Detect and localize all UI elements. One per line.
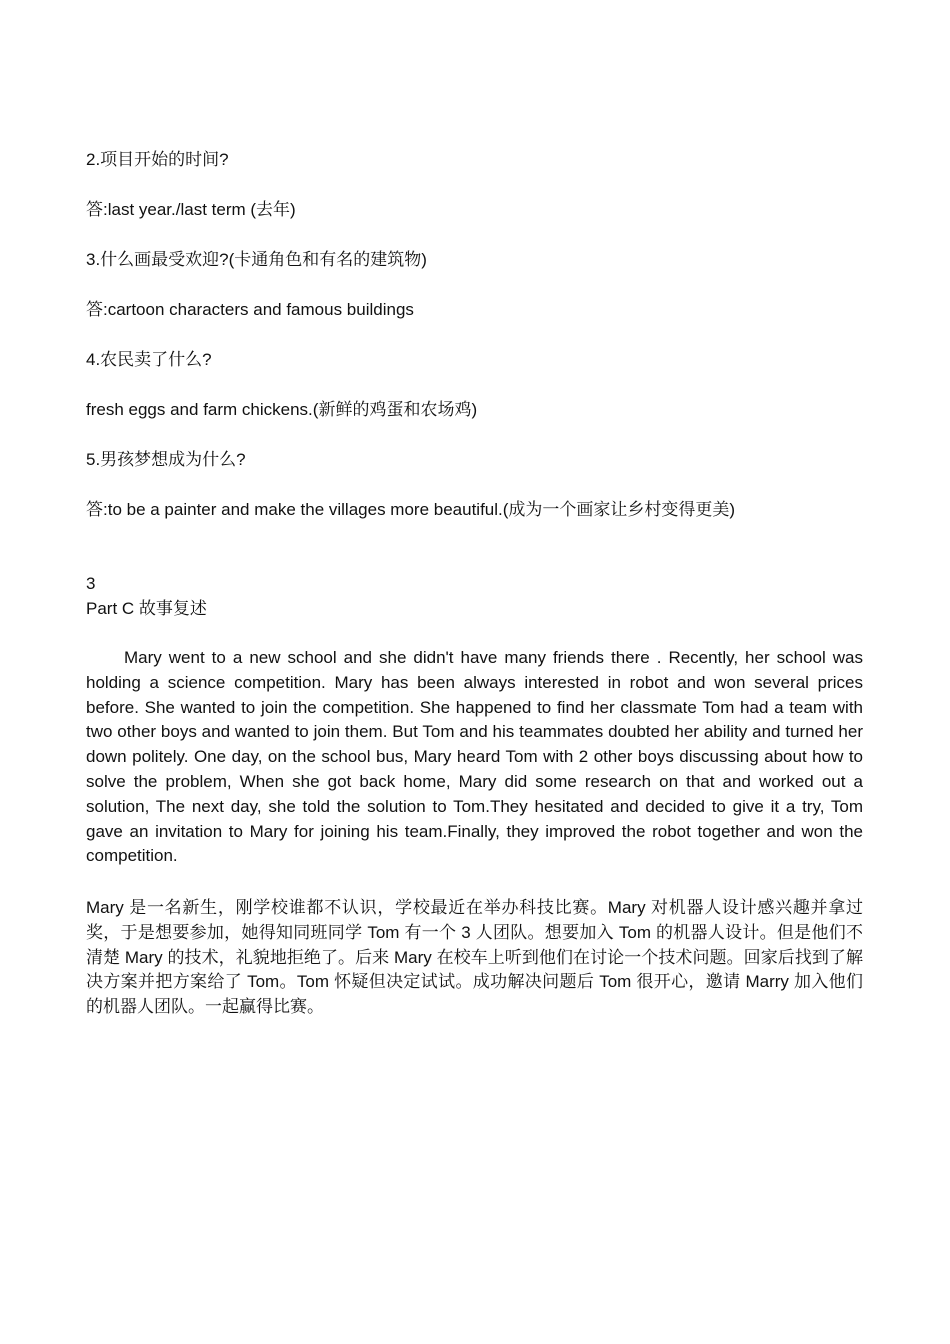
section-number: 3 [86, 574, 96, 593]
story-english-paragraph: Mary went to a new school and she didn't have many friends there . Recently, her school was holding a science competition. Mary has been always interested in robot and won several prices before. She wanted to join the competition. She happened to find her classmate Tom had a team with two other boys and wanted to join them. But Tom and his teammates doubted her ability and turned her down politely. One day, on the school bus, Mary heard Tom with 2 other boys discussing about how to solve the problem, When she got back home, Mary did some research on that and worked out a solution, The next day, she told the solution to Tom.They hesitated and decided to give it a try, Tom gave an invitation to Mary for joining his team.Finally, they improved the robot together and won the competition. [86, 648, 863, 866]
question-5: 5.男孩梦想成为什么? [86, 450, 246, 469]
question-3: 3.什么画最受欢迎?(卡通角色和有名的建筑物) [86, 250, 427, 269]
answer-3: 答:cartoon characters and famous buildings [86, 300, 414, 319]
question-4: 4.农民卖了什么? [86, 350, 212, 369]
answer-2: 答:last year./last term (去年) [86, 200, 296, 219]
answer-4: fresh eggs and farm chickens.(新鲜的鸡蛋和农场鸡) [86, 400, 478, 419]
story-chinese-paragraph: Mary 是一名新生，刚学校谁都不认识，学校最近在举办科技比赛。Mary 对机器人设计感兴趣并拿过奖，于是想要参加，她得知同班同学 Tom 有一个 3 人团队。想要加入 Tom 的机器人设计。但是他们不清楚 Mary 的技术，礼貌地拒绝了。后来 Mary 在校车上听到他们在讨论一个技术问题。回家后找到了解决方案并把方案给了 Tom。Tom 怀疑但决定试试。成功解决问题后 Tom 很开心，邀请 Marry 加入他们的机器人团队。一起赢得比赛。 [86, 898, 863, 1017]
section-title: Part C 故事复述 [86, 599, 207, 618]
question-2: 2.项目开始的时间? [86, 150, 229, 169]
answer-5: 答:to be a painter and make the villages more beautiful.(成为一个画家让乡村变得更美) [86, 500, 736, 519]
